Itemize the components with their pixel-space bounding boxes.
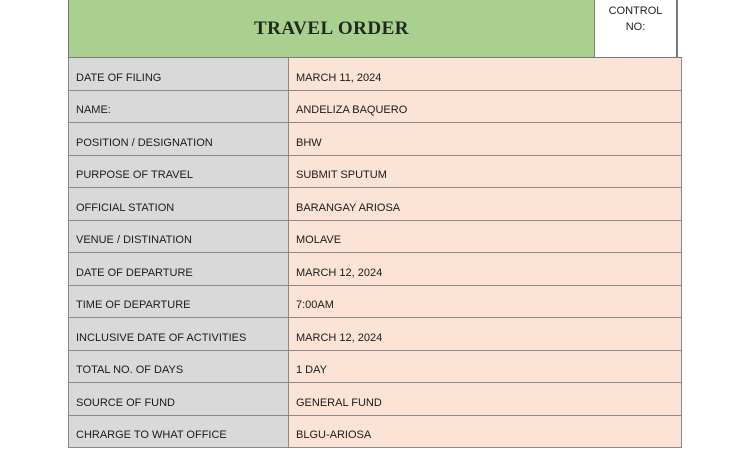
field-value: 1 DAY bbox=[289, 351, 682, 383]
field-label: TOTAL NO. OF DAYS bbox=[68, 351, 289, 383]
field-label: CHRARGE TO WHAT OFFICE bbox=[68, 416, 289, 448]
form-title: TRAVEL ORDER bbox=[68, 0, 595, 57]
field-value: 7:00AM bbox=[289, 286, 682, 318]
form-header bbox=[68, 0, 682, 58]
field-value: BLGU-ARIOSA bbox=[289, 416, 682, 448]
form-row-charge-to-office bbox=[68, 416, 682, 449]
control-number-cell bbox=[595, 0, 678, 57]
field-label: NAME: bbox=[68, 91, 289, 123]
form-row-position-designation bbox=[68, 123, 682, 156]
form-row-name bbox=[68, 91, 682, 124]
form-row-source-of-fund bbox=[68, 383, 682, 416]
field-value: BARANGAY ARIOSA bbox=[289, 188, 682, 220]
form-row-total-no-of-days bbox=[68, 351, 682, 384]
form-fields bbox=[68, 58, 682, 448]
control-label-line2: NO: bbox=[625, 21, 646, 33]
form-row-date-of-filing bbox=[68, 58, 682, 91]
field-label: TIME OF DEPARTURE bbox=[68, 286, 289, 318]
field-value: MARCH 12, 2024 bbox=[289, 253, 682, 285]
field-label: PURPOSE OF TRAVEL bbox=[68, 156, 289, 188]
travel-order-form bbox=[68, 0, 682, 448]
form-row-date-of-departure bbox=[68, 253, 682, 286]
field-value: SUBMIT SPUTUM bbox=[289, 156, 682, 188]
form-row-official-station bbox=[68, 188, 682, 221]
field-label: SOURCE OF FUND bbox=[68, 383, 289, 415]
control-label-line1: CONTROL bbox=[608, 5, 663, 17]
field-label: VENUE / DISTINATION bbox=[68, 221, 289, 253]
field-value: MARCH 12, 2024 bbox=[289, 318, 682, 350]
form-row-time-of-departure bbox=[68, 286, 682, 319]
field-label: DATE OF DEPARTURE bbox=[68, 253, 289, 285]
field-value: GENERAL FUND bbox=[289, 383, 682, 415]
field-value: ANDELIZA BAQUERO bbox=[289, 91, 682, 123]
form-row-purpose-of-travel bbox=[68, 156, 682, 189]
field-value: MOLAVE bbox=[289, 221, 682, 253]
field-value: MARCH 11, 2024 bbox=[289, 58, 682, 90]
field-value: BHW bbox=[289, 123, 682, 155]
field-label: DATE OF FILING bbox=[68, 58, 289, 90]
field-label: POSITION / DESIGNATION bbox=[68, 123, 289, 155]
form-row-venue-destination bbox=[68, 221, 682, 254]
field-label: INCLUSIVE DATE OF ACTIVITIES bbox=[68, 318, 289, 350]
form-row-inclusive-date-of-activities bbox=[68, 318, 682, 351]
field-label: OFFICIAL STATION bbox=[68, 188, 289, 220]
